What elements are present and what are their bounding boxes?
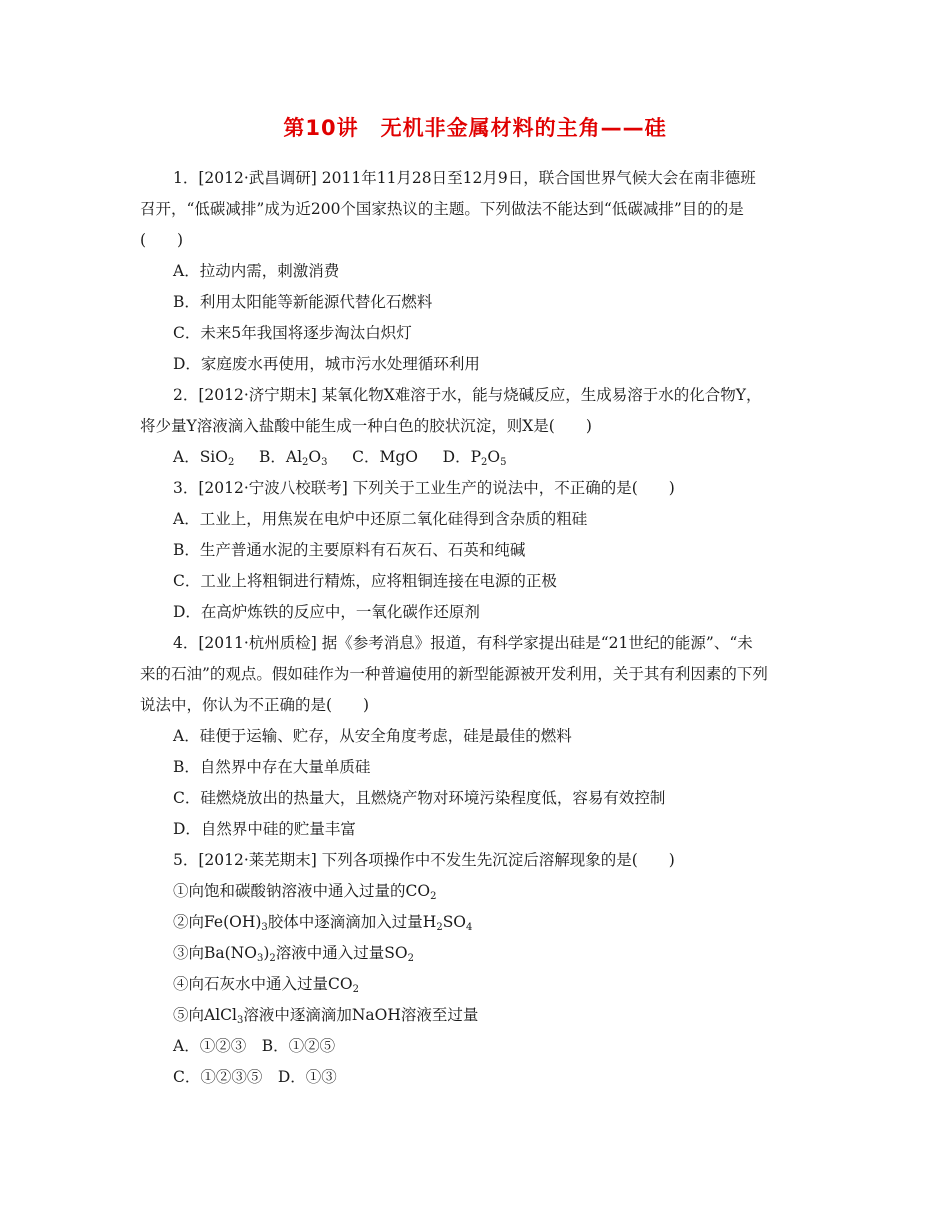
question-stem-line: 4．[2011·杭州质检] 据《参考消息》报道，有科学家提出硅是“21世纪的能源”、“未 [173, 634, 753, 652]
option-c: C．硅燃烧放出的热量大，且燃烧产物对环境污染程度低，容易有效控制 [173, 789, 666, 807]
option-a: A．硅便于运输、贮存，从安全角度考虑，硅是最佳的燃料 [173, 727, 572, 745]
option-d: D．自然界中硅的贮量丰富 [173, 820, 356, 838]
option-c: C．工业上将粗铜进行精炼，应将粗铜连接在电源的正极 [173, 572, 557, 590]
option-a: A．SiO$_2$ [173, 448, 235, 468]
option-c: C．未来5年我国将逐步淘汰白炽灯 [173, 324, 412, 342]
option-a: A．工业上，用焦炭在电炉中还原二氧化硅得到含杂质的粗硅 [173, 510, 588, 528]
option-b: B．生产普通水泥的主要原料有石灰石、石英和纯碱 [173, 541, 526, 559]
question-2 [140, 380, 820, 473]
question-4 [140, 628, 820, 845]
lecture-topic: 无机非金属材料的主角——硅 [380, 116, 667, 140]
options-row-cd: C．①②③⑤ D．①③ [173, 1068, 337, 1086]
question-stem-line: 3．[2012·宁波八校联考] 下列关于工业生产的说法中，不正确的是( ) [173, 479, 675, 497]
question-list [140, 163, 820, 1093]
operation-item-4: ④向石灰水中通入过量$CO_2$ [173, 975, 359, 995]
question-1 [140, 163, 820, 380]
options-row [140, 442, 820, 473]
question-stem-line: 1．[2012·武昌调研] 2011年11月28日至12月9日，联合国世界气候大会在南非德班 [173, 169, 756, 187]
lecture-number: 第10讲 [283, 116, 359, 140]
operation-item-5: ⑤向AlCl$_3$溶液中逐滴滴加NaOH溶液至过量 [173, 1006, 479, 1026]
question-stem-line: 5．[2012·莱芜期末] 下列各项操作中不发生先沉淀后溶解现象的是( ) [173, 851, 675, 869]
question-5 [140, 845, 820, 1093]
question-3 [140, 473, 820, 628]
option-b: B．自然界中存在大量单质硅 [173, 758, 371, 776]
question-stem-line: 2．[2012·济宁期末] 某氧化物X难溶于水，能与烧碱反应，生成易溶于水的化合物Y， [173, 386, 762, 404]
question-stem-line: ( ) [140, 231, 184, 249]
option-c: C．MgO [352, 448, 419, 466]
operation-item-1: ①向饱和碳酸钠溶液中通入过量的$CO_2$ [173, 882, 437, 902]
option-b: B．利用太阳能等新能源代替化石燃料 [173, 293, 433, 311]
options-row-ab: A．①②③ B．①②⑤ [173, 1037, 336, 1055]
operation-item-3: ③向$Ba(NO_3)_2$溶液中通入过量$SO_2$ [173, 944, 414, 964]
operation-item-2: ②向$Fe(OH)_3$胶体中逐滴滴加入过量$H_2SO_4$ [173, 913, 473, 933]
option-d: D．家庭废水再使用，城市污水处理循环利用 [173, 355, 480, 373]
question-stem-line: 将少量Y溶液滴入盐酸中能生成一种白色的胶状沉淀，则X是( ) [140, 417, 592, 435]
option-a: A．拉动内需，刺激消费 [173, 262, 340, 280]
page-title [0, 112, 950, 142]
option-b: B．$Al_2O_3$ [259, 448, 328, 468]
question-stem-line: 来的石油”的观点。假如硅作为一种普遍使用的新型能源被开发利用，关于其有利因素的下列 [140, 665, 768, 683]
option-d: D．在高炉炼铁的反应中，一氧化碳作还原剂 [173, 603, 480, 621]
question-stem-line: 召开，“低碳减排”成为近200个国家热议的主题。下列做法不能达到“低碳减排”目的的是 [140, 200, 744, 218]
option-d: D．$P_2O_5$ [442, 448, 507, 468]
question-stem-line: 说法中，你认为不正确的是( ) [140, 696, 370, 714]
